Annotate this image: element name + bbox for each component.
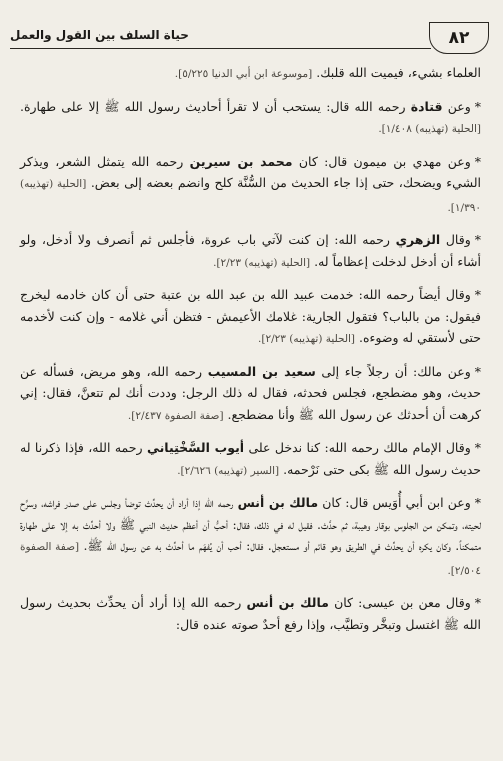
source-reference: [الحلية (تهذيبه) ٢/٢٣]. [213,256,311,269]
paragraph [20,62,481,86]
source-reference: [السير (تهذيبه) ٢/٦٢٦]. [177,464,280,477]
bullet-marker: * [474,595,481,610]
scholar-name: مالك بن أنس [246,595,329,610]
paragraph [20,437,481,482]
paragraph [20,492,481,582]
page-body [20,62,481,645]
paragraph [20,151,481,220]
paragraph [20,284,481,351]
paragraph [20,96,481,141]
bullet-marker: * [474,153,482,169]
scholar-name: قتادة [410,98,443,114]
paragraph [20,229,481,274]
paragraph-text: وعن مالك: أن رجلاً جاء إلى [315,363,471,379]
bullet-marker: * [474,98,481,114]
paragraph-text: وقال معن بن عيسى: كان [328,595,471,610]
paragraph-text: وعن [442,98,471,114]
scholar-name: أيوب السَّخْتِياني [146,440,245,455]
paragraph-text: رحمه الله: إن كنت لآتي باب عروة، فأجلس ثم أنصرف ولا أدخل، ولو أشاء أن أدخل لدخلت إعظاماً له. [20,232,481,269]
scholar-name: مالك بن أنس [237,495,319,510]
paragraph-text: وقال الإمام مالك رحمه الله: كنا ندخل على [244,440,471,455]
source-reference: [الحلية (تهذيبه) ٢/٢٣]. [258,333,356,345]
paragraph-text: وعن مهدي بن ميمون قال: كان [292,153,471,169]
source-reference: [الحلية (تهذيبه) ١/٣٩٠]. [20,178,481,214]
paragraph-text: وقال أيضاً رحمه الله: خدمت عبيد الله بن عبد الله بن عتبة حتى أن كان خادمه ليخرج فيقول: من بالباب؟ فتقول الجارية: غلامك الأعيمش - فتظن أني غلامه - وإن كنت لأخدمه حتى لأستقي له وضوءه. [20,287,481,345]
bullet-marker: * [474,232,481,247]
scholar-name: الزهري [395,232,441,247]
paragraph-text: العلماء بشيء، فيميت الله قلبك. [312,65,481,80]
scholar-name: محمد بن سيرين [189,153,293,169]
paragraph-text: رحمه الله، فإذا ذكرنا له حديث رسول الله ﷺ بكى حتى نَرْحمه. [20,440,481,477]
paragraph-text: رحمه الله قال: يستحب أن لا تقرأ أحاديث رسول الله ﷺ إلا على طهارة. [20,98,411,114]
page-header [10,22,493,56]
scholar-name: سعيد بن المسيب [207,363,316,379]
source-reference: [صفة الصفوة ٢/٤٣٧]. [127,409,224,422]
running-title: حياة السلف بين القول والعمل [10,28,189,42]
paragraph-text: رحمه الله يتمثل الشعر، ويذكر الشيء ويضحك، حتى إذا جاء الحديث من السُّنَّة كلح وانضم بعضه إلى بعض. [20,153,482,190]
bullet-marker: * [474,363,481,379]
source-reference: [الحلية (تهذيبه) ١/٤٠٨]. [378,123,481,135]
paragraph [20,592,481,635]
paragraph-text: رحمه الله إذا أراد أن يحدِّث توضأ وجلس على صدر فراشه، وسرَّح لحيته، وتمكن من الجلوس بوقار وهيبة، ثم حدَّث. فقيل له في ذلك، فقال: أحبُّ أن أعظم حديث النبي ﷺ ولا أحدِّث به إلا على طهارة متمكناً. وكان يكره أن يحدِّث في الطريق وهو قائم أو مستعجل. فقال: أحب أن يُفهَم ما أحدِّث به عن رسول الله ﷺ. [20,495,482,553]
bullet-marker: * [474,287,481,302]
bullet-marker: * [474,440,481,455]
paragraph-text: وعن ابن أبي أُوَيس قال: كان [318,495,471,510]
paragraph-text: رحمه الله، وهو مريض، فسأله عن حديث، وهو مضطجع، فجلس فحدثه، فقال له ذلك الرجل: وددت أنك لم تتعنَّ، فقال: إني كرهت أن أحدثك عن رسول الله ﷺ وأنا مضطجع. [20,363,481,422]
source-reference: [صفة الصفوة ٢/٥٠٤]. [20,541,481,577]
header-rule [10,48,431,49]
paragraph-text: رحمه الله إذا أراد أن يحدِّث بحديث رسول الله ﷺ اغتسل وتبخَّر وتطيَّب، وإذا رفع أحدٌ صوته عنده قال: [20,595,481,632]
paragraph [20,361,481,428]
paragraph-text: وقال [440,232,471,247]
source-reference: [موسوعة ابن أبي الدنيا ٥/٢٢٥]. [174,68,313,80]
page-number: ٨٢ [429,22,489,54]
bullet-marker: * [474,495,481,510]
